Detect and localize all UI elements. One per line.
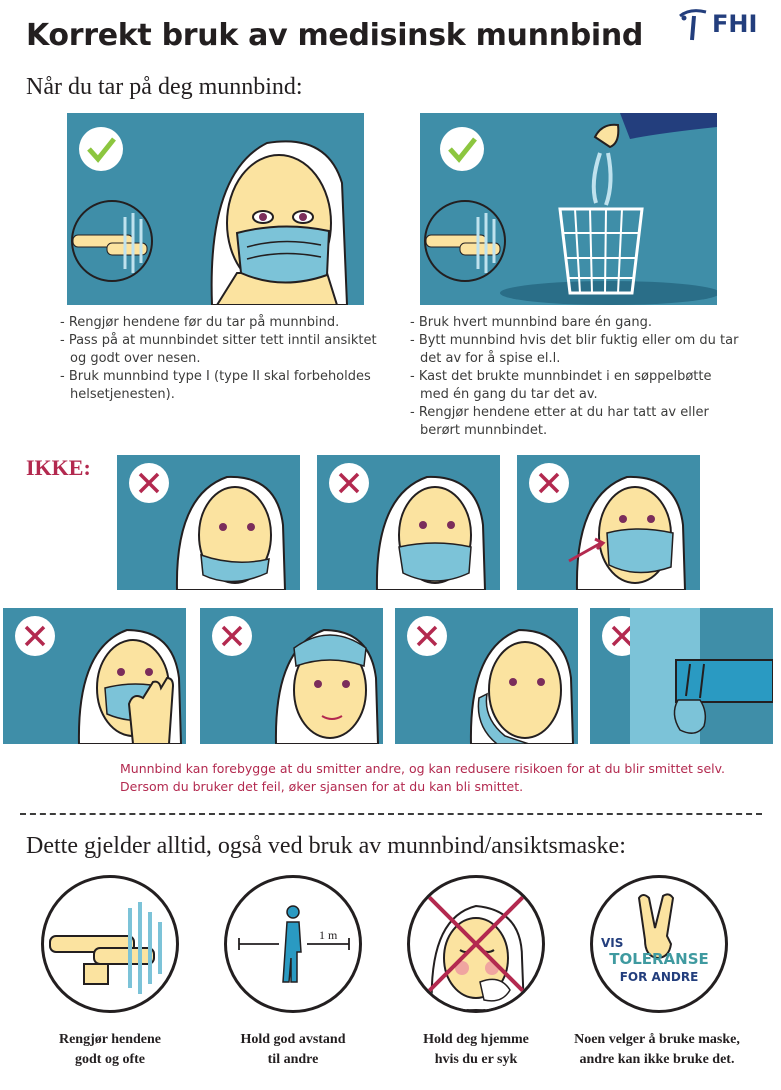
page-title: Korrekt bruk av medisinsk munnbind [26, 18, 644, 53]
fhi-logo-text: FHI [712, 10, 758, 38]
caption-line-2: godt og ofte [75, 1052, 145, 1067]
circle-stay-home [407, 875, 545, 1013]
wrong-touching-mask [3, 608, 186, 744]
hand-wash-icon [44, 878, 176, 1010]
caption-keep-distance [203, 1030, 383, 1070]
tolerance-badge-top: VIS [601, 936, 624, 950]
caption-line-2: andre kan ikke bruke det. [579, 1052, 735, 1067]
caption-line-1: Hold deg hjemme [423, 1032, 529, 1047]
caption-line-2: til andre [267, 1052, 319, 1067]
wrong-mask-hanging-ear [395, 608, 578, 744]
warning-text [120, 760, 760, 796]
instruction-item: - Pass på at munnbindet sitter tett inntil ansiktet og godt over nesen. [60, 333, 377, 366]
illustration-dispose-mask [420, 113, 717, 305]
wrong-mask-on-forehead [200, 608, 383, 744]
caption-line-1: Rengjør hendene [58, 1032, 162, 1047]
wrong-mask-on-arm [590, 608, 773, 744]
wrong-mask-loose-gap [517, 455, 700, 590]
caption-tolerance [552, 1030, 762, 1070]
circle-wash-hands [41, 875, 179, 1013]
fhi-logo-icon [676, 6, 712, 46]
caption-line-1: Noen velger å bruke maske, [574, 1032, 740, 1047]
instruction-item: - Rengjør hendene etter at du har tatt av eller berørt munnbindet. [410, 405, 709, 438]
caption-stay-home [386, 1030, 566, 1070]
distance-label: 1 m [319, 928, 338, 942]
check-icon [79, 127, 123, 171]
instruction-item: - Bytt munnbind hvis det blir fuktig eller om du tar det av for å spise el.l. [410, 333, 739, 366]
section-heading-always: Dette gjelder alltid, også ved bruk av munnbind/ansiktsmaske: [26, 833, 626, 859]
tolerance-badge-bottom: FOR ANDRE [619, 970, 699, 984]
caption-line-1: Hold god avstand [240, 1032, 346, 1047]
distance-icon [227, 878, 359, 1010]
warning-line-2: Dersom du bruker det feil, øker sjansen for at du kan bli smittet. [120, 779, 524, 794]
wrong-mask-under-nose [317, 455, 500, 590]
instruction-item: - Bruk munnbind type I (type II skal forbeholdes helsetjenesten). [60, 369, 371, 402]
wrong-mask-under-chin [117, 455, 300, 590]
caption-line-2: hvis du er syk [434, 1052, 518, 1067]
circle-keep-distance [224, 875, 362, 1013]
tolerance-badge-mid: TOLERANSE [609, 950, 709, 968]
instruction-item: - Rengjør hendene før du tar på munnbind. [60, 315, 340, 330]
fhi-logo [676, 6, 772, 46]
ikke-label: IKKE: [26, 455, 91, 480]
instructions-left [60, 314, 390, 404]
circle-tolerance [590, 875, 728, 1013]
section-divider [20, 813, 762, 815]
sick-icon [410, 878, 542, 1010]
check-icon [440, 127, 484, 171]
instruction-item: - Kast det brukte munnbindet i en søppelbøtte med én gang du tar det av. [410, 369, 712, 402]
caption-wash-hands [20, 1030, 200, 1070]
warning-line-1: Munnbind kan forebygge at du smitter andre, og kan redusere risikoen for at du blir smittet selv. [120, 761, 726, 776]
section-heading-on: Når du tar på deg munnbind: [26, 74, 303, 100]
instruction-item: - Bruk hvert munnbind bare én gang. [410, 315, 652, 330]
instructions-right [410, 314, 740, 440]
illustration-mask-on [67, 113, 364, 305]
